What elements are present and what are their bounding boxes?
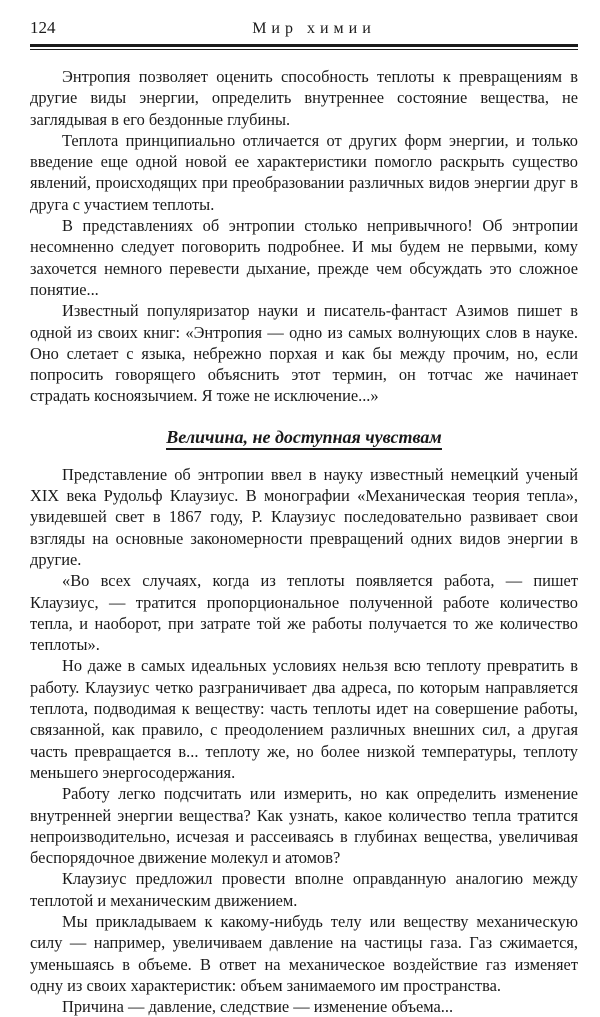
paragraph: Работу легко подсчитать или измерить, но как определить изменение внутренней энергии вещества? Как узнать, какое количество тепла тратится непроизводительно, исчезая и рассеиваясь в глубинах вещества, увеличивая беспорядочное движение молекул и атомов? bbox=[30, 784, 578, 868]
body-text bbox=[30, 66, 578, 1017]
page-header bbox=[30, 18, 578, 44]
paragraph: Мы прикладываем к какому-нибудь телу или веществу механическую силу — например, увеличиваем давление на частицы газа. Газ сжимается, уменьшаясь в объеме. В ответ на механическое воздействие газ изменяет одну из своих характеристик: объем занимаемого им пространства. bbox=[30, 911, 578, 995]
paragraph: Клаузиус предложил провести вполне оправданную аналогию между теплотой и механическим движением. bbox=[30, 869, 578, 910]
paragraph: Теплота принципиально отличается от других форм энергии, и только введение еще одной новой ее характеристики помогло раскрыть существо явлений, происходящих при преобразовании различных видов энергии друг в друга с участием теплоты. bbox=[30, 130, 578, 214]
header-rule-thick bbox=[30, 44, 578, 47]
book-page bbox=[30, 18, 578, 1017]
paragraph: Но даже в самых идеальных условиях нельзя всю теплоту превратить в работу. Клаузиус четко разграничивает два адреса, по которым направляется теплота, подводимая к веществу: часть теплоты идет на совершение работы, связанной, как правило, с преодолением различных внешних сил, а другая часть превращается в... теплоту же, но более низкой температуры, теплоту меньшего энергосодержания. bbox=[30, 656, 578, 782]
paragraph: Причина — давление, следствие — изменение объема... bbox=[62, 997, 454, 1017]
running-title: Мир химии bbox=[252, 20, 376, 37]
paragraph: Энтропия позволяет оценить способность теплоты к превращениям в другие виды энергии, определить внутреннее состояние вещества, не заглядывая в его бездонные глубины. bbox=[30, 67, 578, 129]
section-heading-text: Величина, не доступная чувствам bbox=[166, 427, 441, 450]
paragraph: «Во всех случаях, когда из теплоты появляется работа, — пишет Клаузиус, — тратится пропорциональное полученной работе количество тепла, и наоборот, при затрате той же работы получается то же количество теплоты». bbox=[30, 571, 578, 655]
paragraph: Известный популяризатор науки и писатель-фантаст Азимов пишет в одной из своих книг: «Энтропия — одно из самых волнующих слов в науке. Оно слетает с языка, небрежно порхая и как бы между прочим, но, если попросить говорящего объяснить этот термин, он тотчас же начинает страдать косноязычием. Я тоже не исключение...» bbox=[30, 301, 578, 406]
page-number: 124 bbox=[30, 18, 56, 37]
paragraph: В представлениях об энтропии столько непривычного! Об энтропии несомненно следует поговорить подробнее. И мы будем не первыми, кому захочется немного перевести дыхание, прежде чем обсуждать это сложное понятие... bbox=[30, 216, 578, 299]
paragraph: Представление об энтропии ввел в науку известный немецкий ученый XIX века Рудольф Клаузиус. В монографии «Механическая теория тепла», увидевшей свет в 1867 году, Р. Клаузиус последовательно развивает свои взгляды на основные закономерности превращений одних видов энергии в другие. bbox=[30, 464, 578, 569]
header-rule-thin bbox=[30, 49, 578, 50]
section-heading bbox=[30, 426, 578, 448]
